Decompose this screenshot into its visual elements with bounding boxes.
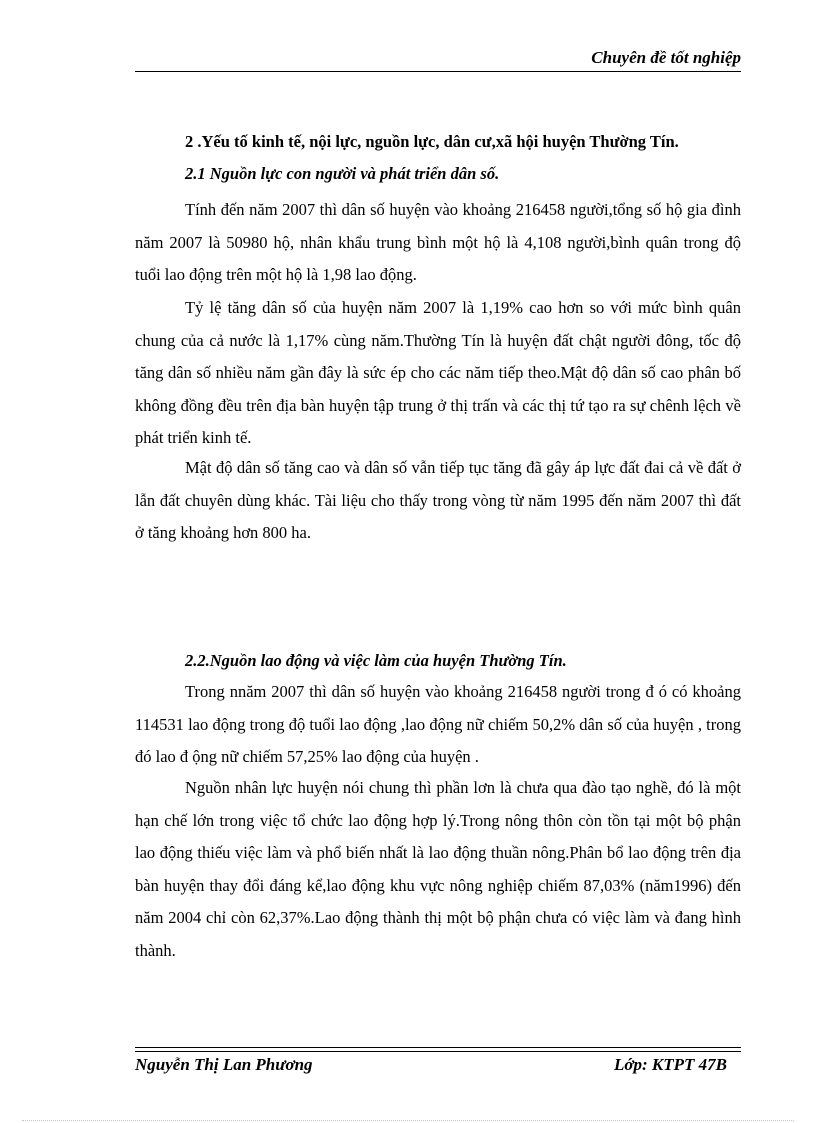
paragraph: Nguồn nhân lực huyện nói chung thì phần lơn là chưa qua đào tạo nghề, đó là một hạn chế lớn trong việc tổ chức lao động hợp lý.Trong nông thôn còn tồn tại một bộ phận lao động thiếu việc làm và phổ biến nhất là lao động thuần nông.Phân bổ lao động trên địa bàn huyện thay đổi đáng kể,lao động khu vực nông nghiệp chiếm 87,03% (năm1996) đến năm 2004 chỉ còn 62,37%.Lao động thành thị một bộ phận chưa có việc làm và đang hình thành. xyxy=(135,778,741,960)
page-header xyxy=(135,46,741,74)
footer-rule xyxy=(135,1051,741,1052)
page-footer xyxy=(135,1047,741,1087)
section-heading: 2 .Yếu tố kinh tế, nội lực, nguồn lực, dân cư,xã hội huyện Thường Tín. xyxy=(185,132,679,151)
subsection-heading-2-1: 2.1 Nguồn lực con người và phát triển dân số. xyxy=(185,164,500,183)
header-title: Chuyên đề tốt nghiệp xyxy=(591,48,741,67)
paragraph: Tỷ lệ tăng dân số của huyện năm 2007 là 1,19% cao hơn so với mức bình quân chung của cả nước là 1,17% cùng năm.Thường Tín là huyện đất chật người đông, tốc độ tăng dân số nhiều năm gần đây là sức ép cho các năm tiếp theo.Mật độ dân số cao phân bố không đồng đều trên địa bàn huyện tập trung ở thị trấn và các thị tứ tạo ra sự chênh lệch về phát triển kinh tế. xyxy=(135,298,741,447)
footer-rule xyxy=(135,1047,741,1048)
paragraph: Mật độ dân số tăng cao và dân số vẫn tiếp tục tăng đã gây áp lực đất đai cả về đất ở lẫn đất chuyên dùng khác. Tài liệu cho thấy trong vòng từ năm 1995 đến năm 2007 thì đất ở tăng khoảng hơn 800 ha. xyxy=(135,458,741,542)
page-edge-divider xyxy=(22,1120,794,1121)
paragraph: Tính đến năm 2007 thì dân số huyện vào khoảng 216458 người,tổng số hộ gia đình năm 2007 là 50980 hộ, nhân khẩu trung bình một hộ là 4,108 người,bình quân trong độ tuổi lao động trên một hộ là 1,98 lao động. xyxy=(135,200,741,284)
footer-author: Nguyễn Thị Lan Phương xyxy=(135,1055,313,1074)
subsection-heading-2-2: 2.2.Nguồn lao động và việc làm của huyện Thường Tín. xyxy=(185,651,567,670)
footer-class: Lớp: KTPT 47B xyxy=(614,1055,727,1074)
header-rule xyxy=(135,71,741,72)
paragraph: Trong nnăm 2007 thì dân số huyện vào khoảng 216458 người trong đ ó có khoảng 114531 lao động trong độ tuổi lao động ,lao động nữ chiếm 50,2% dân số của huyện , trong đó lao đ ộng nữ chiếm 57,25% lao động của huyện . xyxy=(135,682,741,766)
